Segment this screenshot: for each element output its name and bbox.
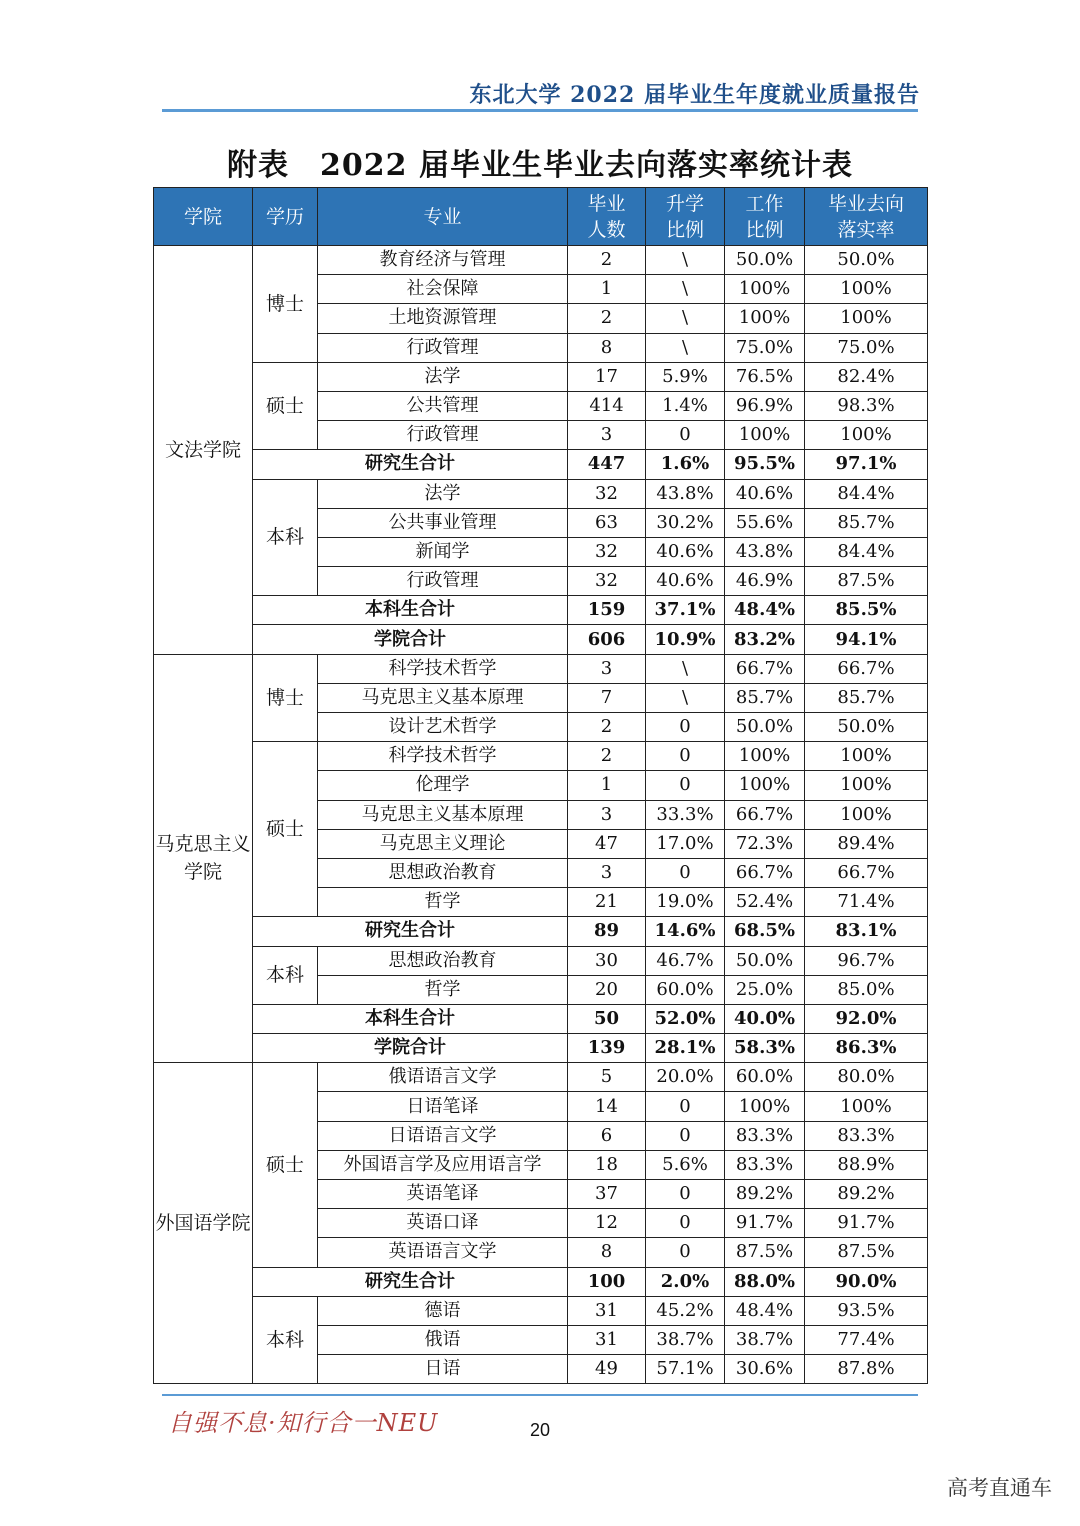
graduates-cell: 139: [568, 1034, 646, 1063]
further-study-cell: 60.0%: [646, 975, 725, 1004]
college-name-cell: 马克思主义学院: [154, 654, 253, 1063]
placement-rate-cell: 86.3%: [805, 1034, 928, 1063]
employment-cell: 100%: [725, 771, 805, 800]
placement-rate-cell: 87.8%: [805, 1355, 928, 1384]
major-cell: 英语语言文学: [318, 1238, 568, 1267]
major-cell: 德语: [318, 1296, 568, 1325]
graduates-cell: 1: [568, 771, 646, 800]
major-cell: 哲学: [318, 975, 568, 1004]
further-study-cell: 45.2%: [646, 1296, 725, 1325]
statistics-table: [153, 187, 928, 1384]
header-further-study: 升学 比例: [646, 188, 725, 246]
table-row: [154, 362, 928, 391]
employment-cell: 40.0%: [725, 1004, 805, 1033]
degree-cell: 硕士: [253, 1063, 318, 1267]
major-cell: 思想政治教育: [318, 858, 568, 887]
further-study-cell: 20.0%: [646, 1063, 725, 1092]
major-cell: 行政管理: [318, 333, 568, 362]
header-divider: [162, 109, 918, 112]
further-study-cell: 17.0%: [646, 829, 725, 858]
subtotal-row: [154, 625, 928, 654]
further-study-cell: 0: [646, 1209, 725, 1238]
major-cell: 日语: [318, 1355, 568, 1384]
subtotal-row: [154, 1004, 928, 1033]
major-cell: 行政管理: [318, 421, 568, 450]
further-study-cell: \: [646, 304, 725, 333]
graduates-cell: 32: [568, 479, 646, 508]
major-cell: 公共管理: [318, 391, 568, 420]
placement-rate-cell: 98.3%: [805, 391, 928, 420]
graduates-cell: 100: [568, 1267, 646, 1296]
employment-cell: 40.6%: [725, 479, 805, 508]
table-row: [154, 946, 928, 975]
employment-cell: 66.7%: [725, 858, 805, 887]
graduates-cell: 6: [568, 1121, 646, 1150]
placement-rate-cell: 90.0%: [805, 1267, 928, 1296]
employment-cell: 91.7%: [725, 1209, 805, 1238]
placement-rate-cell: 100%: [805, 1092, 928, 1121]
major-cell: 法学: [318, 479, 568, 508]
placement-rate-cell: 71.4%: [805, 888, 928, 917]
placement-rate-cell: 66.7%: [805, 654, 928, 683]
further-study-cell: \: [646, 683, 725, 712]
graduates-cell: 31: [568, 1296, 646, 1325]
college-name-cell: 外国语学院: [154, 1063, 253, 1384]
employment-cell: 66.7%: [725, 654, 805, 683]
subtotal-row: [154, 450, 928, 479]
employment-cell: 50.0%: [725, 246, 805, 275]
graduates-cell: 3: [568, 421, 646, 450]
major-cell: 伦理学: [318, 771, 568, 800]
placement-rate-cell: 50.0%: [805, 246, 928, 275]
employment-cell: 50.0%: [725, 946, 805, 975]
college-name-cell: 文法学院: [154, 246, 253, 655]
degree-cell: 硕士: [253, 742, 318, 917]
graduates-cell: 8: [568, 333, 646, 362]
table-title: 附表 2022 届毕业生毕业去向落实率统计表: [227, 148, 853, 183]
footer-divider: [162, 1394, 918, 1396]
placement-rate-cell: 50.0%: [805, 713, 928, 742]
degree-cell: 本科: [253, 1296, 318, 1384]
employment-cell: 46.9%: [725, 567, 805, 596]
employment-cell: 100%: [725, 742, 805, 771]
table-row: [154, 654, 928, 683]
header-major: 专业: [318, 188, 568, 246]
header-graduates: 毕业 人数: [568, 188, 646, 246]
placement-rate-cell: 89.2%: [805, 1180, 928, 1209]
subtotal-row: [154, 917, 928, 946]
employment-cell: 48.4%: [725, 1296, 805, 1325]
employment-cell: 43.8%: [725, 537, 805, 566]
header-employment: 工作 比例: [725, 188, 805, 246]
placement-rate-cell: 84.4%: [805, 537, 928, 566]
major-cell: 新闻学: [318, 537, 568, 566]
placement-rate-cell: 87.5%: [805, 1238, 928, 1267]
employment-cell: 55.6%: [725, 508, 805, 537]
placement-rate-cell: 85.5%: [805, 596, 928, 625]
placement-rate-cell: 75.0%: [805, 333, 928, 362]
graduates-cell: 3: [568, 654, 646, 683]
header-degree: 学历: [253, 188, 318, 246]
graduates-cell: 31: [568, 1325, 646, 1354]
graduates-cell: 5: [568, 1063, 646, 1092]
table-body: [154, 246, 928, 1384]
employment-cell: 76.5%: [725, 362, 805, 391]
employment-cell: 72.3%: [725, 829, 805, 858]
further-study-cell: 33.3%: [646, 800, 725, 829]
major-cell: 俄语语言文学: [318, 1063, 568, 1092]
subtotal-row: [154, 596, 928, 625]
placement-rate-cell: 88.9%: [805, 1150, 928, 1179]
major-cell: 哲学: [318, 888, 568, 917]
graduates-cell: 3: [568, 800, 646, 829]
major-cell: 马克思主义理论: [318, 829, 568, 858]
subtotal-label-cell: 学院合计: [253, 625, 568, 654]
subtotal-label-cell: 本科生合计: [253, 1004, 568, 1033]
employment-cell: 85.7%: [725, 683, 805, 712]
further-study-cell: 0: [646, 858, 725, 887]
further-study-cell: 38.7%: [646, 1325, 725, 1354]
further-study-cell: 0: [646, 1180, 725, 1209]
table-row: [154, 1063, 928, 1092]
graduates-cell: 2: [568, 246, 646, 275]
major-cell: 社会保障: [318, 275, 568, 304]
graduates-cell: 606: [568, 625, 646, 654]
major-cell: 科学技术哲学: [318, 742, 568, 771]
employment-cell: 88.0%: [725, 1267, 805, 1296]
graduates-cell: 3: [568, 858, 646, 887]
placement-rate-cell: 85.0%: [805, 975, 928, 1004]
graduates-cell: 32: [568, 567, 646, 596]
major-cell: 日语语言文学: [318, 1121, 568, 1150]
major-cell: 设计艺术哲学: [318, 713, 568, 742]
placement-rate-cell: 87.5%: [805, 567, 928, 596]
further-study-cell: 1.4%: [646, 391, 725, 420]
placement-rate-cell: 100%: [805, 275, 928, 304]
further-study-cell: 1.6%: [646, 450, 725, 479]
major-cell: 马克思主义基本原理: [318, 683, 568, 712]
further-study-cell: 28.1%: [646, 1034, 725, 1063]
subtotal-label-cell: 研究生合计: [253, 917, 568, 946]
graduates-cell: 2: [568, 304, 646, 333]
employment-cell: 83.3%: [725, 1150, 805, 1179]
further-study-cell: \: [646, 275, 725, 304]
degree-cell: 博士: [253, 654, 318, 742]
graduates-cell: 159: [568, 596, 646, 625]
subtotal-label-cell: 研究生合计: [253, 1267, 568, 1296]
graduates-cell: 32: [568, 537, 646, 566]
further-study-cell: 57.1%: [646, 1355, 725, 1384]
header-college: 学院: [154, 188, 253, 246]
placement-rate-cell: 66.7%: [805, 858, 928, 887]
placement-rate-cell: 82.4%: [805, 362, 928, 391]
major-cell: 英语笔译: [318, 1180, 568, 1209]
further-study-cell: 52.0%: [646, 1004, 725, 1033]
further-study-cell: 43.8%: [646, 479, 725, 508]
subtotal-label-cell: 研究生合计: [253, 450, 568, 479]
subtotal-row: [154, 1034, 928, 1063]
subtotal-row: [154, 1267, 928, 1296]
further-study-cell: 0: [646, 1121, 725, 1150]
placement-rate-cell: 83.1%: [805, 917, 928, 946]
graduates-cell: 89: [568, 917, 646, 946]
placement-rate-cell: 94.1%: [805, 625, 928, 654]
employment-cell: 75.0%: [725, 333, 805, 362]
placement-rate-cell: 97.1%: [805, 450, 928, 479]
degree-cell: 本科: [253, 946, 318, 1004]
further-study-cell: 30.2%: [646, 508, 725, 537]
employment-cell: 87.5%: [725, 1238, 805, 1267]
further-study-cell: \: [646, 246, 725, 275]
employment-cell: 100%: [725, 275, 805, 304]
graduates-cell: 2: [568, 742, 646, 771]
graduates-cell: 18: [568, 1150, 646, 1179]
graduates-cell: 17: [568, 362, 646, 391]
further-study-cell: 14.6%: [646, 917, 725, 946]
employment-cell: 83.3%: [725, 1121, 805, 1150]
placement-rate-cell: 85.7%: [805, 508, 928, 537]
employment-cell: 30.6%: [725, 1355, 805, 1384]
further-study-cell: 0: [646, 742, 725, 771]
employment-cell: 25.0%: [725, 975, 805, 1004]
employment-cell: 52.4%: [725, 888, 805, 917]
further-study-cell: 40.6%: [646, 537, 725, 566]
graduates-cell: 63: [568, 508, 646, 537]
degree-cell: 硕士: [253, 362, 318, 450]
major-cell: 教育经济与管理: [318, 246, 568, 275]
major-cell: 行政管理: [318, 567, 568, 596]
graduates-cell: 8: [568, 1238, 646, 1267]
placement-rate-cell: 100%: [805, 421, 928, 450]
table-row: [154, 742, 928, 771]
major-cell: 法学: [318, 362, 568, 391]
further-study-cell: 0: [646, 1238, 725, 1267]
placement-rate-cell: 100%: [805, 304, 928, 333]
graduates-cell: 47: [568, 829, 646, 858]
further-study-cell: 19.0%: [646, 888, 725, 917]
employment-cell: 48.4%: [725, 596, 805, 625]
graduates-cell: 7: [568, 683, 646, 712]
table-row: [154, 479, 928, 508]
placement-rate-cell: 77.4%: [805, 1325, 928, 1354]
placement-rate-cell: 96.7%: [805, 946, 928, 975]
employment-cell: 50.0%: [725, 713, 805, 742]
further-study-cell: 0: [646, 771, 725, 800]
major-cell: 马克思主义基本原理: [318, 800, 568, 829]
placement-rate-cell: 91.7%: [805, 1209, 928, 1238]
placement-rate-cell: 83.3%: [805, 1121, 928, 1150]
further-study-cell: 0: [646, 421, 725, 450]
graduates-cell: 414: [568, 391, 646, 420]
degree-cell: 本科: [253, 479, 318, 596]
major-cell: 俄语: [318, 1325, 568, 1354]
watermark: 高考直通车: [947, 1476, 1052, 1500]
graduates-cell: 20: [568, 975, 646, 1004]
major-cell: 日语笔译: [318, 1092, 568, 1121]
major-cell: 土地资源管理: [318, 304, 568, 333]
employment-cell: 38.7%: [725, 1325, 805, 1354]
table-row: [154, 246, 928, 275]
header-placement-rate: 毕业去向 落实率: [805, 188, 928, 246]
placement-rate-cell: 100%: [805, 742, 928, 771]
placement-rate-cell: 100%: [805, 771, 928, 800]
placement-rate-cell: 92.0%: [805, 1004, 928, 1033]
further-study-cell: 10.9%: [646, 625, 725, 654]
graduates-cell: 37: [568, 1180, 646, 1209]
placement-rate-cell: 89.4%: [805, 829, 928, 858]
placement-rate-cell: 80.0%: [805, 1063, 928, 1092]
employment-cell: 100%: [725, 1092, 805, 1121]
further-study-cell: 46.7%: [646, 946, 725, 975]
graduates-cell: 12: [568, 1209, 646, 1238]
employment-cell: 89.2%: [725, 1180, 805, 1209]
graduates-cell: 447: [568, 450, 646, 479]
placement-rate-cell: 93.5%: [805, 1296, 928, 1325]
subtotal-label-cell: 学院合计: [253, 1034, 568, 1063]
report-header-title: 东北大学 2022 届毕业生年度就业质量报告: [469, 82, 920, 108]
employment-cell: 60.0%: [725, 1063, 805, 1092]
major-cell: 科学技术哲学: [318, 654, 568, 683]
graduates-cell: 14: [568, 1092, 646, 1121]
graduates-cell: 21: [568, 888, 646, 917]
further-study-cell: 2.0%: [646, 1267, 725, 1296]
employment-cell: 95.5%: [725, 450, 805, 479]
major-cell: 公共事业管理: [318, 508, 568, 537]
graduates-cell: 2: [568, 713, 646, 742]
graduates-cell: 1: [568, 275, 646, 304]
further-study-cell: 5.6%: [646, 1150, 725, 1179]
further-study-cell: \: [646, 333, 725, 362]
employment-cell: 58.3%: [725, 1034, 805, 1063]
employment-cell: 66.7%: [725, 800, 805, 829]
employment-cell: 83.2%: [725, 625, 805, 654]
placement-rate-cell: 85.7%: [805, 683, 928, 712]
employment-cell: 96.9%: [725, 391, 805, 420]
page-number: 20: [529, 1420, 551, 1440]
graduates-cell: 50: [568, 1004, 646, 1033]
subtotal-label-cell: 本科生合计: [253, 596, 568, 625]
major-cell: 外国语言学及应用语言学: [318, 1150, 568, 1179]
employment-cell: 68.5%: [725, 917, 805, 946]
graduates-cell: 49: [568, 1355, 646, 1384]
placement-rate-cell: 84.4%: [805, 479, 928, 508]
further-study-cell: 0: [646, 713, 725, 742]
major-cell: 思想政治教育: [318, 946, 568, 975]
table-header-row: [154, 188, 928, 246]
further-study-cell: 0: [646, 1092, 725, 1121]
further-study-cell: 40.6%: [646, 567, 725, 596]
employment-cell: 100%: [725, 304, 805, 333]
major-cell: 英语口译: [318, 1209, 568, 1238]
further-study-cell: \: [646, 654, 725, 683]
graduates-cell: 30: [568, 946, 646, 975]
university-motto-logo: 自强不息·知行合一NEU: [168, 1409, 439, 1437]
degree-cell: 博士: [253, 246, 318, 363]
further-study-cell: 37.1%: [646, 596, 725, 625]
table-row: [154, 1296, 928, 1325]
further-study-cell: 5.9%: [646, 362, 725, 391]
placement-rate-cell: 100%: [805, 800, 928, 829]
employment-cell: 100%: [725, 421, 805, 450]
